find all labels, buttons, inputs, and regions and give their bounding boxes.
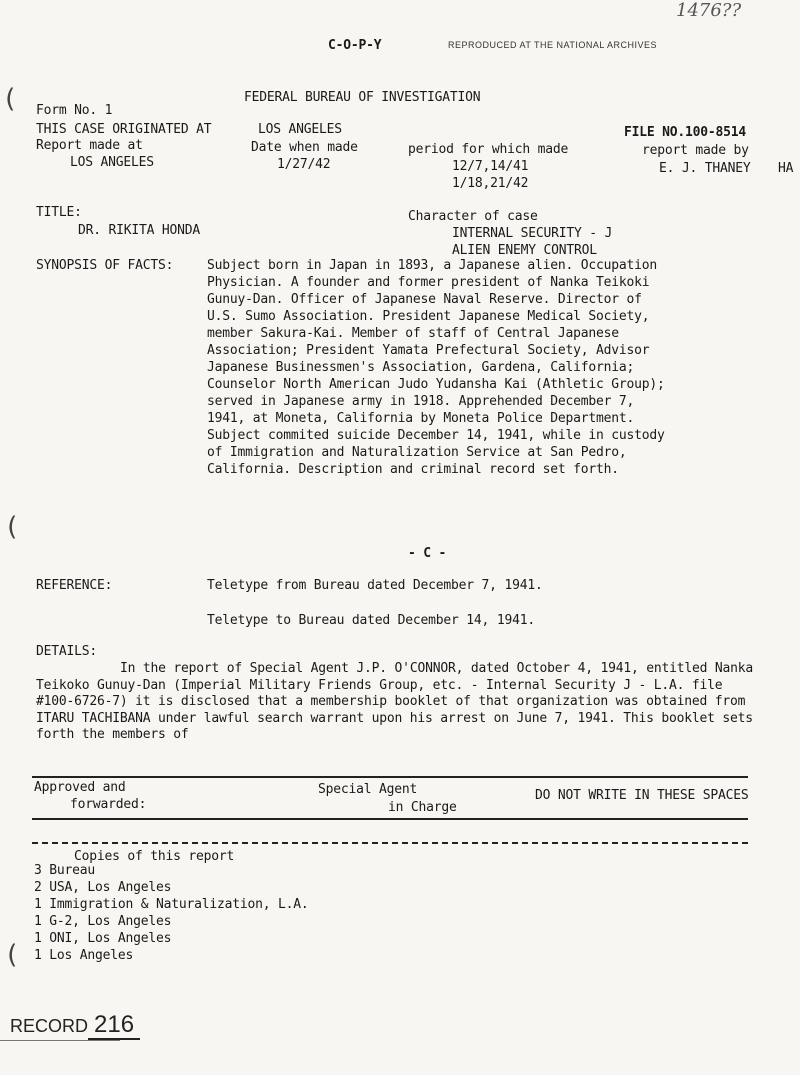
approved-label-line-2: forwarded: [70, 797, 147, 812]
reference-line-1: Teletype from Bureau dated December 7, 1941. [207, 578, 543, 593]
synopsis-text: Subject born in Japan in 1893, a Japanese alien. Occupation Physician. A founder and former president of Nanka Teikoki Gunuy-Dan. Officer of Japanese Naval Reserve. Director of U.S. Sumo Association. President Japanese Medical Society, member Sakura-Kai. Member of staff of Central Japanese Association; President Yamata Prefectural Society, Advisor Japanese Businessmen's Association, Gardena, California; Counselor North American Judo Yudansha Kai (Athletic Group); served in Japanese army in 1918. Apprehended December 7, 1941, at Moneta, California by Moneta Police Department. Subject commited suicide December 14, 1941, while in custody of Immigration and Naturalization Service at San Pedro, California. Description and criminal record set forth. [207, 258, 665, 477]
copies-list [34, 862, 309, 964]
sac-label-line-2: in Charge [388, 800, 457, 815]
report-made-at-label: Report made at [36, 138, 143, 153]
case-originated-label: THIS CASE ORIGINATED AT [36, 122, 212, 137]
record-stamp [0, 990, 140, 1039]
form-number: Form No. 1 [36, 103, 113, 118]
copy-mark: C-O-P-Y [328, 38, 382, 53]
sac-label-line-1: Special Agent [318, 782, 418, 797]
margin-bracket-mark: ( [4, 512, 20, 542]
date-made-value: 1/27/42 [277, 157, 331, 172]
list-item: 2 USA, Los Angeles [34, 880, 172, 895]
copies-header: Copies of this report [74, 849, 235, 864]
reference-line-2: Teletype to Bureau dated December 14, 1941. [207, 613, 535, 628]
details-label: DETAILS: [36, 644, 98, 659]
report-made-by-value: E. J. THANEY [659, 161, 751, 176]
period-line-1: 12/7,14/41 [452, 159, 529, 174]
character-of-case-line-1: INTERNAL SECURITY - J [452, 226, 613, 241]
approved-label-line-1: Approved and [34, 780, 126, 795]
do-not-write-notice: DO NOT WRITE IN THESE SPACES [535, 788, 749, 803]
synopsis-closing-mark: - C - [408, 546, 447, 561]
footer-middle-rule [32, 818, 748, 820]
record-number: 216 [88, 1011, 140, 1040]
title-label: TITLE: [36, 205, 82, 220]
title-value: DR. RIKITA HONDA [78, 223, 201, 238]
character-of-case-label: Character of case [408, 209, 538, 224]
agency-heading: FEDERAL BUREAU OF INVESTIGATION [244, 90, 481, 105]
margin-bracket-mark: ( [2, 84, 18, 114]
bottom-stray-rule [0, 1040, 120, 1041]
footer-dashed-rule [32, 842, 748, 844]
report-made-by-label: report made by [642, 143, 749, 158]
reference-label: REFERENCE: [36, 578, 113, 593]
character-of-case-line-2: ALIEN ENEMY CONTROL [452, 243, 597, 258]
margin-bracket-mark: ( [4, 940, 20, 970]
synopsis-label: SYNOPSIS OF FACTS: [36, 258, 174, 273]
report-made-at-value: LOS ANGELES [70, 155, 154, 170]
report-made-by-suffix: HA [778, 161, 794, 176]
details-text: In the report of Special Agent J.P. O'CONNOR, dated October 4, 1941, entitled Nanka Teikoko Gunuy-Dan (Imperial Military Friends Group, etc. - Internal Security J - L.A. file #100-6726-7) it is disclosed that a membership booklet of that organization was obtained from ITARU TACHIBANA under lawful search warrant upon his arrest on June 7, 1941. This booklet sets forth the members of [36, 661, 754, 742]
footer-top-rule [32, 776, 748, 778]
period-label: period for which made [408, 142, 569, 157]
list-item: 1 Immigration & Naturalization, L.A. [34, 897, 309, 912]
list-item: 1 G-2, Los Angeles [34, 914, 172, 929]
file-number: FILE NO.100-8514 [624, 125, 747, 140]
record-label: RECORD [10, 1016, 89, 1036]
list-item: 1 ONI, Los Angeles [34, 931, 172, 946]
date-made-label: Date when made [251, 140, 358, 155]
list-item: 3 Bureau [34, 863, 96, 878]
case-originated-value: LOS ANGELES [258, 122, 342, 137]
handwritten-file-number: 1476?? [676, 0, 742, 21]
period-line-2: 1/18,21/42 [452, 176, 529, 191]
archive-stamp: REPRODUCED AT THE NATIONAL ARCHIVES [448, 40, 658, 50]
list-item: 1 Los Angeles [34, 948, 134, 963]
